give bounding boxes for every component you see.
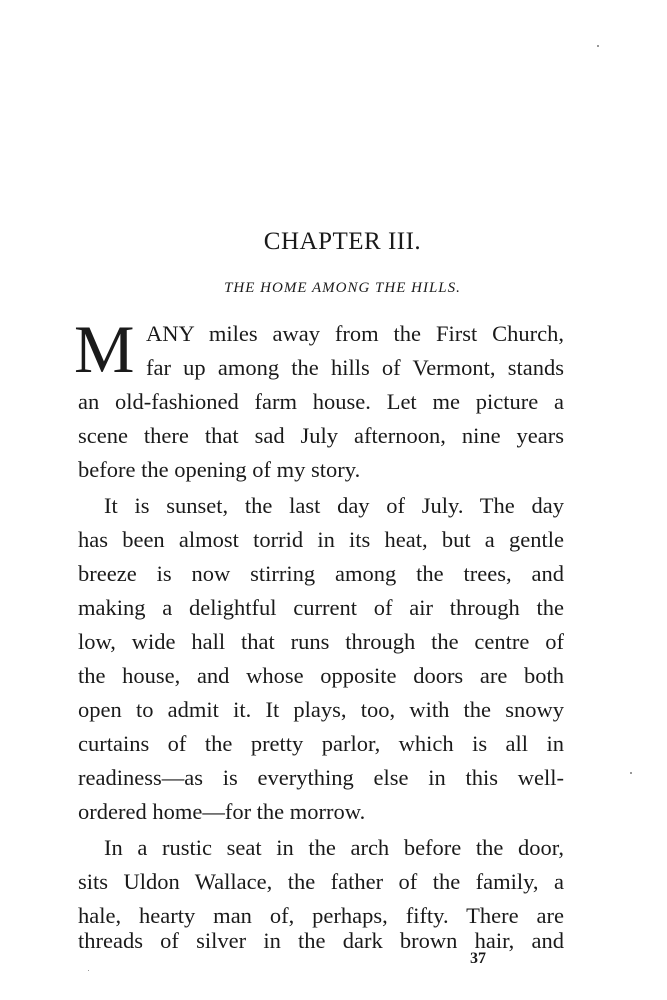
text-line: far up among the hills of Vermont, stands — [146, 355, 564, 380]
text-line: making a delightful current of air through the — [78, 595, 564, 620]
text-line: an old-fashioned farm house. Let me picture a — [78, 389, 564, 414]
text-line: breeze is now stirring among the trees, and — [78, 561, 564, 586]
text-line: sits Uldon Wallace, the father of the family, a — [78, 869, 564, 894]
text-line: scene there that sad July afternoon, nine years — [78, 423, 564, 448]
text-line: has been almost torrid in its heat, but a gentle — [78, 527, 564, 552]
text-line: before the opening of my story. — [78, 457, 361, 482]
text-line: In a rustic seat in the arch before the door, — [104, 835, 564, 860]
drop-cap: M — [74, 311, 135, 387]
text-line: hale, hearty man of, perhaps, fifty. There are — [78, 903, 564, 928]
paper-speck — [88, 970, 89, 971]
text-line: open to admit it. It plays, too, with the snowy — [78, 697, 564, 722]
page-number: 37 — [470, 950, 486, 967]
text-line: threads of silver in the dark brown hair, and — [78, 928, 564, 953]
text-line: ANY miles away from the First Church, — [146, 321, 564, 346]
chapter-subtitle: THE HOME AMONG THE HILLS. — [224, 280, 461, 296]
text-line: the house, and whose opposite doors are both — [78, 663, 564, 688]
chapter-title: CHAPTER III. — [263, 228, 422, 255]
text-line: low, wide hall that runs through the centre of — [78, 629, 564, 654]
text-line: ordered home—for the morrow. — [78, 799, 366, 824]
paper-speck — [597, 45, 599, 47]
text-line: It is sunset, the last day of July. The day — [104, 493, 564, 518]
text-line: readiness—as is everything else in this well- — [78, 765, 564, 790]
text-line: curtains of the pretty parlor, which is all in — [78, 731, 564, 756]
paper-speck — [630, 772, 632, 774]
